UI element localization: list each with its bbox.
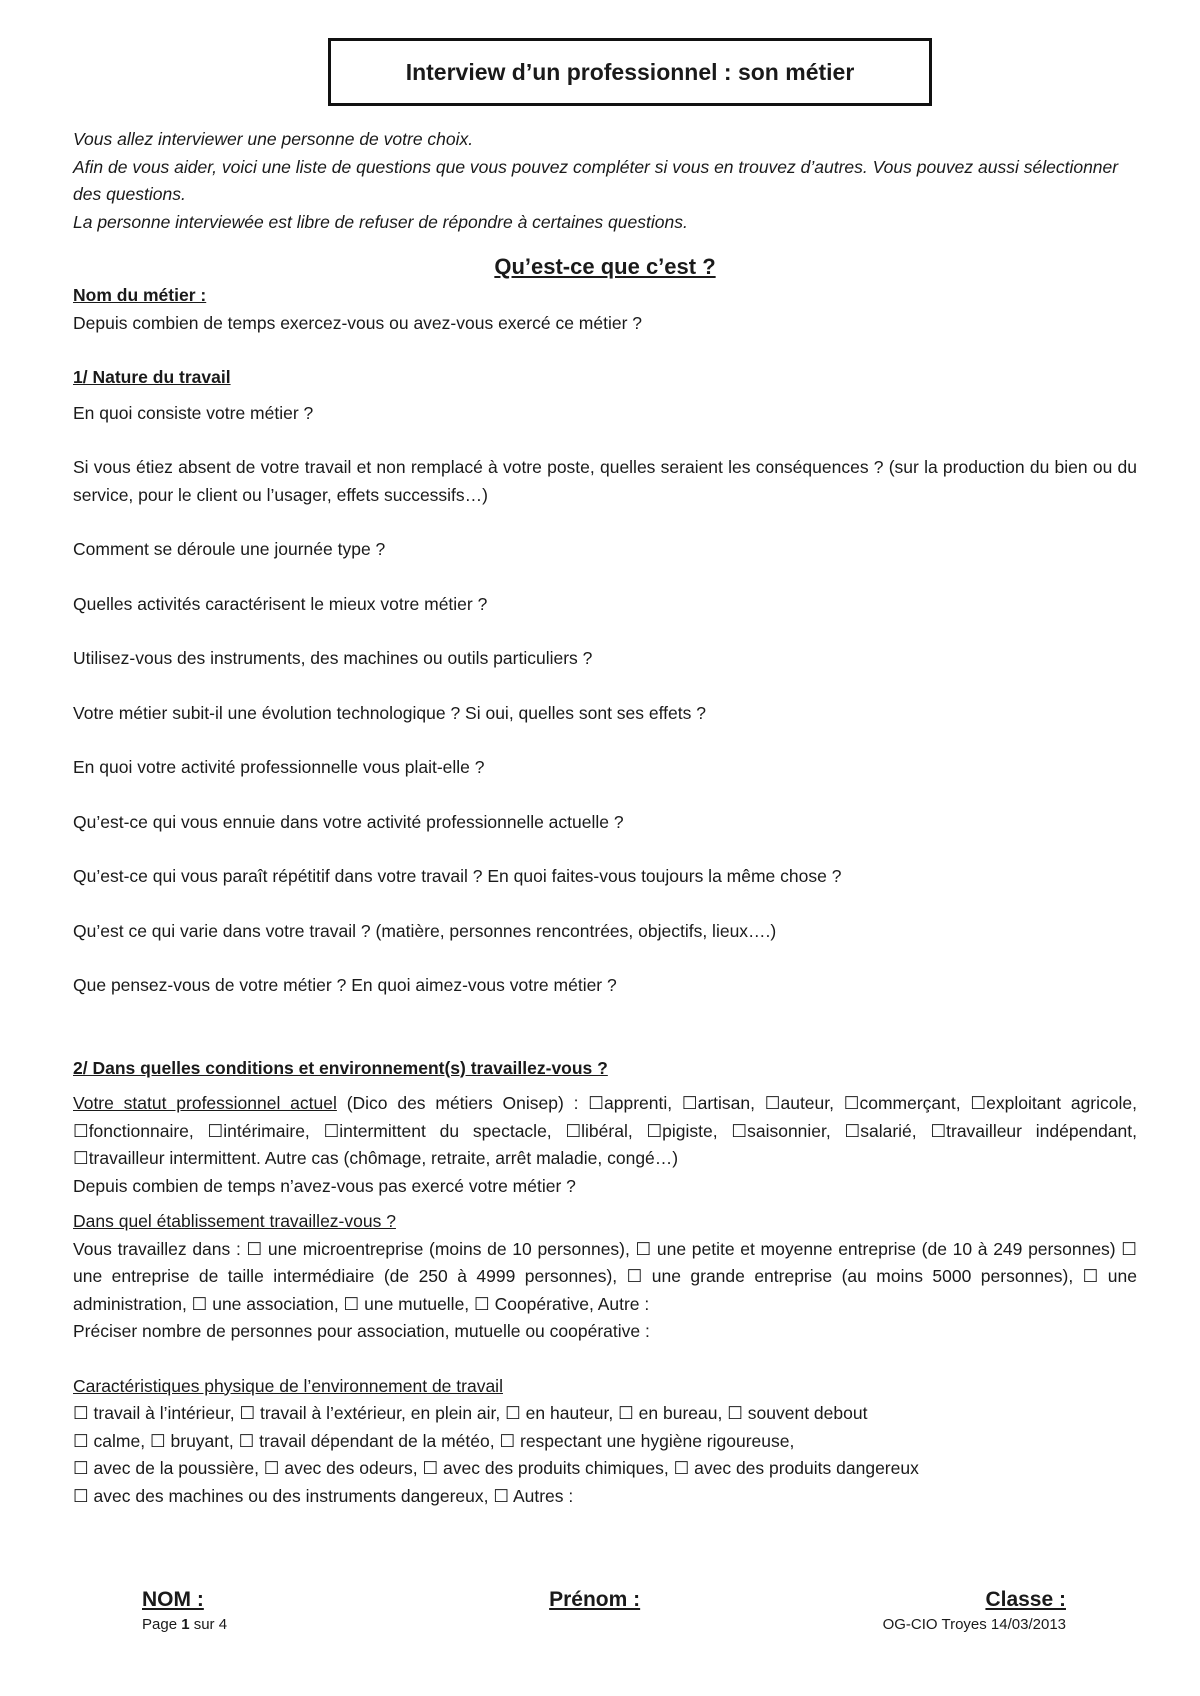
question: Si vous étiez absent de votre travail et non remplacé à votre poste, quelles seraient les conséquences ? (sur la production du bien ou du service, pour le client ou l’usager, effets successifs…) bbox=[73, 457, 1137, 505]
question: Utilisez-vous des instruments, des machines ou outils particuliers ? bbox=[73, 648, 593, 668]
question: En quoi votre activité professionnelle vous plait-elle ? bbox=[73, 757, 485, 777]
metier-label: Nom du métier : bbox=[73, 285, 207, 305]
environnement-label: Caractéristiques physique de l’environnement de travail bbox=[73, 1375, 503, 1396]
intro-line: Vous allez interviewer une personne de votre choix. bbox=[73, 129, 474, 149]
section-title: Qu’est-ce que c’est ? bbox=[494, 254, 716, 279]
question: Qu’est-ce qui vous ennuie dans votre activité professionnelle actuelle ? bbox=[73, 811, 624, 832]
intro-line: Afin de vous aider, voici une liste de questions que vous pouvez compléter si vous en trouvez d’autres. Vous pouvez aussi sélectionner des questions. bbox=[73, 156, 1119, 204]
intro-line: La personne interviewée est libre de refuser de répondre à certaines questions. bbox=[73, 211, 688, 232]
environnement-line: ☐ travail à l’intérieur, ☐ travail à l’extérieur, en plein air, ☐ en hauteur, ☐ en bureau, ☐ souvent debout bbox=[73, 1403, 868, 1423]
footer-classe-label: Classe : bbox=[985, 1588, 1066, 1611]
question: Comment se déroule une journée type ? bbox=[73, 539, 386, 559]
etablissement-options: Vous travaillez dans : ☐ une microentreprise (moins de 10 personnes), ☐ une petite et moyenne entreprise (de 10 à 249 personnes) ☐ une entreprise de taille intermédiaire (de 250 à 4999 personnes), ☐ une grande entreprise (au moins 5000 personnes), ☐ une administration, ☐ une association, ☐ une mutuelle, ☐ Coopérative, Autre : bbox=[73, 1238, 1137, 1314]
footer-nom-label: NOM : bbox=[142, 1588, 204, 1611]
document-title: Interview d’un professionnel : son métier bbox=[328, 38, 932, 106]
statut-label: Votre statut professionnel actuel bbox=[73, 1093, 337, 1113]
question: Quelles activités caractérisent le mieux votre métier ? bbox=[73, 593, 488, 614]
environnement-line: ☐ calme, ☐ bruyant, ☐ travail dépendant de la météo, ☐ respectant une hygiène rigoureuse, bbox=[73, 1430, 795, 1451]
question: Qu’est-ce qui vous paraît répétitif dans votre travail ? En quoi faites-vous toujours la même chose ? bbox=[73, 866, 842, 886]
page-number: Page 1 sur 4 bbox=[142, 1616, 228, 1633]
footer-prenom-label: Prénom : bbox=[549, 1588, 641, 1611]
question: Votre métier subit-il une évolution technologique ? Si oui, quelles sont ses effets ? bbox=[73, 702, 706, 723]
etablissement-label: Dans quel établissement travaillez-vous ? bbox=[73, 1211, 396, 1231]
footer-credit: OG-CIO Troyes 14/03/2013 bbox=[882, 1616, 1066, 1633]
environnement-line: ☐ avec des machines ou des instruments dangereux, ☐ Autres : bbox=[73, 1485, 574, 1506]
page-footer bbox=[142, 1588, 1066, 1633]
conditions-heading: 2/ Dans quelles conditions et environnement(s) travaillez-vous ? bbox=[73, 1057, 608, 1078]
question: En quoi consiste votre métier ? bbox=[73, 402, 314, 423]
question: Que pensez-vous de votre métier ? En quoi aimez-vous votre métier ? bbox=[73, 975, 617, 995]
statut-options: (Dico des métiers Onisep) : ☐apprenti, ☐artisan, ☐auteur, ☐commerçant, ☐exploitant agricole, ☐fonctionnaire, ☐intérimaire, ☐intermittent du spectacle, ☐libéral, ☐pigiste, ☐saisonnier, ☐salarié, ☐travailleur indépendant, ☐travailleur intermittent. Autre cas (chômage, retraite, arrêt maladie, congé…) bbox=[73, 1093, 1137, 1168]
nature-heading: 1/ Nature du travail bbox=[73, 367, 231, 387]
statut-question: Depuis combien de temps n’avez-vous pas exercé votre métier ? bbox=[73, 1175, 576, 1196]
question: Qu’est ce qui varie dans votre travail ? (matière, personnes rencontrées, objectifs, lieux….) bbox=[73, 920, 777, 941]
intro-paragraph bbox=[73, 126, 1137, 236]
metier-question: Depuis combien de temps exercez-vous ou avez-vous exercé ce métier ? bbox=[73, 312, 643, 333]
document-body bbox=[73, 126, 1137, 1510]
etablissement-question: Préciser nombre de personnes pour association, mutuelle ou coopérative : bbox=[73, 1321, 650, 1341]
statut-paragraph bbox=[73, 1090, 1137, 1173]
environnement-line: ☐ avec de la poussière, ☐ avec des odeurs, ☐ avec des produits chimiques, ☐ avec des produits dangereux bbox=[73, 1458, 919, 1478]
